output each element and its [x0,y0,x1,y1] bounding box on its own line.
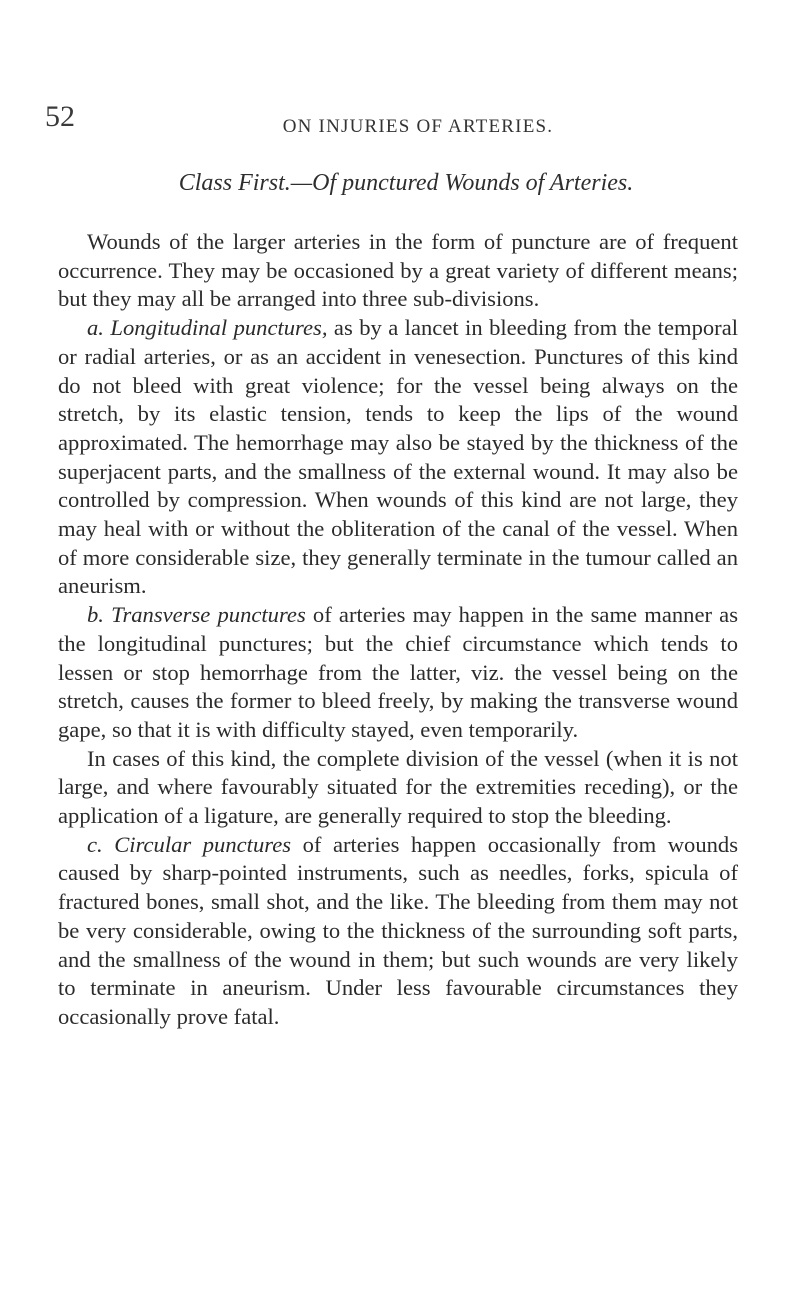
paragraph-transverse-treatment [58,745,738,831]
paragraph-text: of arteries may happen in the same manner as the longitudinal punctures; but the chief circumstance which tends to lessen or stop hemorrhage from the latter, viz. the vessel being on the stretch, causes the former to bleed freely, by making the transverse wound gape, so that it is with difficulty stayed, even temporarily. [58,602,738,742]
paragraph-label: c. Circular punctures [87,831,292,857]
paragraph-circular [58,831,738,1032]
paragraph-label: b. Transverse punctures [87,602,306,628]
paragraph-text: of arteries happen occasionally from wounds caused by sharp-pointed instruments, such as needles, forks, spicula of fractured bones, small shot, and the like. The bleeding from them may not be very considerable, owing to the thickness of the surrounding soft parts, and the smallness of the wound in them; but such wounds are very likely to terminate in aneurism. Under less favourable circumstances they occasionally prove fatal. [58,831,738,1029]
page-number: 52 [45,100,75,133]
body-text [58,228,738,1032]
paragraph-intro [58,228,738,314]
paragraph-text: Wounds of the larger arteries in the form of puncture are of frequent occurrence. They may be occasioned by a great variety of different means; but they may all be arranged into three sub-divisions. [58,229,738,312]
paragraph-transverse [58,601,738,745]
paragraph-longitudinal [58,314,738,601]
running-head: ON INJURIES OF ARTERIES. [282,116,554,137]
section-heading: Class First.—Of punctured Wounds of Arteries. [178,170,634,196]
paragraph-text: In cases of this kind, the complete division of the vessel (when it is not large, and where favourably situated for the extremities receding), or the application of a ligature, are generally required to stop the bleeding. [58,745,738,829]
paragraph-text: as by a lancet in bleeding from the temporal or radial arteries, or as an accident in venesection. Punctures of this kind do not bleed with great violence; for the vessel being always on the stretch, by its elastic tension, tends to keep the lips of the wound approximated. The hemorrhage may also be stayed by the thickness of the superjacent parts, and the smallness of the external wound. It may also be controlled by compression. When wounds of this kind are not large, they may heal with or without the obliteration of the canal of the vessel. When of more considerable size, they generally terminate in the tumour called an aneurism. [58,315,738,599]
paragraph-label: a. Longitudinal punctures, [87,315,328,341]
